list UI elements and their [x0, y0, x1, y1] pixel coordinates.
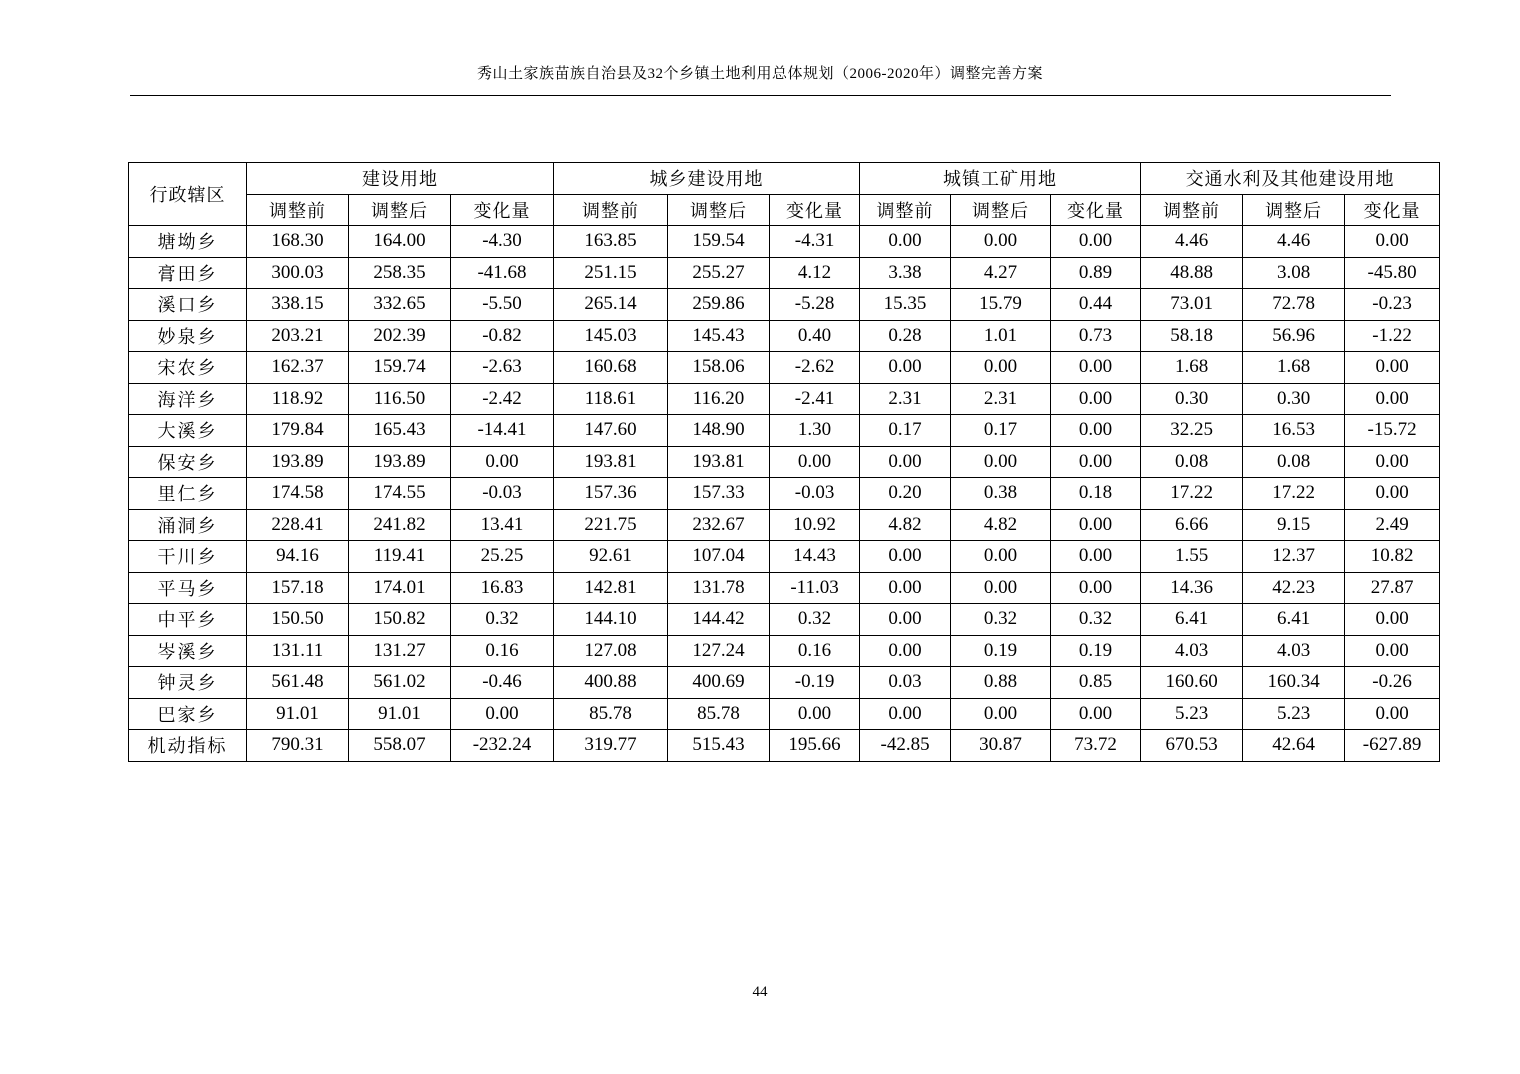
value-cell: -0.03: [770, 478, 860, 510]
table-row: [129, 667, 1440, 699]
district-name-cell: 里仁乡: [129, 478, 247, 510]
value-cell: 0.00: [860, 352, 951, 384]
district-name-cell: 巴家乡: [129, 698, 247, 730]
value-cell: 56.96: [1243, 320, 1345, 352]
value-cell: 9.15: [1243, 509, 1345, 541]
value-cell: 25.25: [451, 541, 554, 573]
value-cell: 0.85: [1051, 667, 1141, 699]
value-cell: 0.00: [1345, 698, 1440, 730]
value-cell: 193.81: [668, 446, 770, 478]
value-cell: 232.67: [668, 509, 770, 541]
value-cell: 255.27: [668, 257, 770, 289]
value-cell: 2.49: [1345, 509, 1440, 541]
value-cell: 150.50: [247, 604, 349, 636]
value-cell: 1.01: [951, 320, 1051, 352]
value-cell: 0.28: [860, 320, 951, 352]
value-cell: 4.46: [1243, 226, 1345, 258]
value-cell: 258.35: [349, 257, 451, 289]
value-cell: 42.64: [1243, 730, 1345, 762]
column-subheader: 变化量: [770, 194, 860, 226]
subheader-row: [129, 194, 1440, 226]
value-cell: 0.00: [1345, 478, 1440, 510]
value-cell: 73.72: [1051, 730, 1141, 762]
value-cell: 319.77: [554, 730, 668, 762]
value-cell: 0.00: [860, 226, 951, 258]
value-cell: 4.82: [951, 509, 1051, 541]
value-cell: 0.88: [951, 667, 1051, 699]
value-cell: -232.24: [451, 730, 554, 762]
value-cell: 131.11: [247, 635, 349, 667]
table-row: [129, 383, 1440, 415]
value-cell: 3.08: [1243, 257, 1345, 289]
value-cell: 118.61: [554, 383, 668, 415]
value-cell: 17.22: [1243, 478, 1345, 510]
value-cell: 195.66: [770, 730, 860, 762]
value-cell: 0.00: [1345, 226, 1440, 258]
value-cell: 160.34: [1243, 667, 1345, 699]
value-cell: 168.30: [247, 226, 349, 258]
value-cell: 670.53: [1141, 730, 1243, 762]
value-cell: 0.00: [951, 226, 1051, 258]
district-name-cell: 妙泉乡: [129, 320, 247, 352]
column-subheader: 调整前: [554, 194, 668, 226]
value-cell: 131.78: [668, 572, 770, 604]
value-cell: 85.78: [668, 698, 770, 730]
value-cell: 0.32: [951, 604, 1051, 636]
column-subheader: 调整后: [951, 194, 1051, 226]
value-cell: -0.23: [1345, 289, 1440, 321]
value-cell: 0.00: [770, 698, 860, 730]
value-cell: 0.00: [1051, 572, 1141, 604]
value-cell: -15.72: [1345, 415, 1440, 447]
value-cell: 0.00: [1051, 226, 1141, 258]
column-subheader: 变化量: [451, 194, 554, 226]
value-cell: 1.68: [1243, 352, 1345, 384]
value-cell: 118.92: [247, 383, 349, 415]
group-header: 建设用地: [247, 163, 554, 195]
district-name-cell: 干川乡: [129, 541, 247, 573]
value-cell: 0.73: [1051, 320, 1141, 352]
value-cell: 0.00: [1051, 698, 1141, 730]
value-cell: 0.17: [860, 415, 951, 447]
value-cell: 0.00: [860, 604, 951, 636]
value-cell: 558.07: [349, 730, 451, 762]
value-cell: 0.00: [1345, 604, 1440, 636]
table-row: [129, 541, 1440, 573]
value-cell: 42.23: [1243, 572, 1345, 604]
value-cell: 165.43: [349, 415, 451, 447]
column-subheader: 调整前: [860, 194, 951, 226]
column-subheader: 调整后: [349, 194, 451, 226]
value-cell: -0.46: [451, 667, 554, 699]
table-row: [129, 289, 1440, 321]
value-cell: -4.30: [451, 226, 554, 258]
district-name-cell: 中平乡: [129, 604, 247, 636]
corner-header: 行政辖区: [129, 163, 247, 226]
value-cell: -5.28: [770, 289, 860, 321]
value-cell: 14.36: [1141, 572, 1243, 604]
value-cell: 157.33: [668, 478, 770, 510]
value-cell: 174.55: [349, 478, 451, 510]
value-cell: 174.01: [349, 572, 451, 604]
value-cell: 0.00: [860, 446, 951, 478]
value-cell: -2.41: [770, 383, 860, 415]
value-cell: 15.79: [951, 289, 1051, 321]
value-cell: 561.02: [349, 667, 451, 699]
value-cell: 0.89: [1051, 257, 1141, 289]
value-cell: 148.90: [668, 415, 770, 447]
value-cell: 16.53: [1243, 415, 1345, 447]
value-cell: 193.89: [247, 446, 349, 478]
value-cell: 2.31: [860, 383, 951, 415]
district-name-cell: 宋农乡: [129, 352, 247, 384]
value-cell: 157.36: [554, 478, 668, 510]
group-header: 城镇工矿用地: [860, 163, 1141, 195]
value-cell: 203.21: [247, 320, 349, 352]
value-cell: 0.00: [860, 635, 951, 667]
value-cell: -0.82: [451, 320, 554, 352]
value-cell: 174.58: [247, 478, 349, 510]
value-cell: 1.30: [770, 415, 860, 447]
value-cell: 6.41: [1243, 604, 1345, 636]
value-cell: 179.84: [247, 415, 349, 447]
value-cell: -0.19: [770, 667, 860, 699]
value-cell: 228.41: [247, 509, 349, 541]
value-cell: 0.16: [770, 635, 860, 667]
value-cell: 0.18: [1051, 478, 1141, 510]
value-cell: 5.23: [1141, 698, 1243, 730]
value-cell: -1.22: [1345, 320, 1440, 352]
table-row: [129, 415, 1440, 447]
value-cell: 144.42: [668, 604, 770, 636]
value-cell: -2.63: [451, 352, 554, 384]
value-cell: 0.32: [1051, 604, 1141, 636]
value-cell: 6.41: [1141, 604, 1243, 636]
value-cell: 0.00: [951, 446, 1051, 478]
value-cell: 259.86: [668, 289, 770, 321]
value-cell: 0.00: [951, 541, 1051, 573]
land-use-adjustment-table: [128, 162, 1440, 762]
value-cell: 0.00: [860, 698, 951, 730]
table-row: [129, 604, 1440, 636]
value-cell: 4.03: [1243, 635, 1345, 667]
district-name-cell: 塘坳乡: [129, 226, 247, 258]
value-cell: -0.26: [1345, 667, 1440, 699]
value-cell: -41.68: [451, 257, 554, 289]
district-name-cell: 岑溪乡: [129, 635, 247, 667]
column-subheader: 调整后: [1243, 194, 1345, 226]
value-cell: 0.00: [770, 446, 860, 478]
value-cell: 147.60: [554, 415, 668, 447]
value-cell: 332.65: [349, 289, 451, 321]
table-body: [129, 226, 1440, 762]
value-cell: 0.19: [951, 635, 1051, 667]
district-name-cell: 保安乡: [129, 446, 247, 478]
value-cell: -2.62: [770, 352, 860, 384]
value-cell: 0.00: [451, 698, 554, 730]
value-cell: 0.00: [1345, 383, 1440, 415]
value-cell: 27.87: [1345, 572, 1440, 604]
district-name-cell: 大溪乡: [129, 415, 247, 447]
value-cell: 127.08: [554, 635, 668, 667]
value-cell: 144.10: [554, 604, 668, 636]
value-cell: 15.35: [860, 289, 951, 321]
district-name-cell: 涌洞乡: [129, 509, 247, 541]
value-cell: 13.41: [451, 509, 554, 541]
value-cell: 94.16: [247, 541, 349, 573]
value-cell: 119.41: [349, 541, 451, 573]
value-cell: 0.00: [860, 572, 951, 604]
value-cell: 159.54: [668, 226, 770, 258]
value-cell: 0.17: [951, 415, 1051, 447]
value-cell: 0.40: [770, 320, 860, 352]
value-cell: 162.37: [247, 352, 349, 384]
value-cell: 14.43: [770, 541, 860, 573]
value-cell: 265.14: [554, 289, 668, 321]
value-cell: 251.15: [554, 257, 668, 289]
table-row: [129, 698, 1440, 730]
value-cell: 85.78: [554, 698, 668, 730]
table-row: [129, 509, 1440, 541]
value-cell: 790.31: [247, 730, 349, 762]
value-cell: 142.81: [554, 572, 668, 604]
value-cell: 0.00: [1051, 541, 1141, 573]
value-cell: 160.68: [554, 352, 668, 384]
value-cell: -4.31: [770, 226, 860, 258]
table-row: [129, 446, 1440, 478]
value-cell: 515.43: [668, 730, 770, 762]
value-cell: 1.68: [1141, 352, 1243, 384]
value-cell: 0.30: [1141, 383, 1243, 415]
value-cell: 0.32: [451, 604, 554, 636]
value-cell: 0.20: [860, 478, 951, 510]
group-header: 交通水利及其他建设用地: [1141, 163, 1440, 195]
value-cell: -42.85: [860, 730, 951, 762]
value-cell: 92.61: [554, 541, 668, 573]
value-cell: 0.19: [1051, 635, 1141, 667]
value-cell: -14.41: [451, 415, 554, 447]
value-cell: 0.00: [1345, 352, 1440, 384]
value-cell: 12.37: [1243, 541, 1345, 573]
value-cell: 400.69: [668, 667, 770, 699]
value-cell: 0.00: [1051, 415, 1141, 447]
district-name-cell: 钟灵乡: [129, 667, 247, 699]
value-cell: 0.30: [1243, 383, 1345, 415]
value-cell: 221.75: [554, 509, 668, 541]
value-cell: 4.46: [1141, 226, 1243, 258]
value-cell: 91.01: [247, 698, 349, 730]
value-cell: 116.50: [349, 383, 451, 415]
value-cell: -45.80: [1345, 257, 1440, 289]
value-cell: 4.27: [951, 257, 1051, 289]
district-name-cell: 膏田乡: [129, 257, 247, 289]
table-row: [129, 226, 1440, 258]
value-cell: 0.00: [951, 572, 1051, 604]
value-cell: 561.48: [247, 667, 349, 699]
column-subheader: 调整前: [1141, 194, 1243, 226]
value-cell: 127.24: [668, 635, 770, 667]
value-cell: 145.43: [668, 320, 770, 352]
district-name-cell: 溪口乡: [129, 289, 247, 321]
value-cell: 400.88: [554, 667, 668, 699]
table-row: [129, 572, 1440, 604]
value-cell: 4.82: [860, 509, 951, 541]
column-subheader: 变化量: [1345, 194, 1440, 226]
group-header: 城乡建设用地: [554, 163, 860, 195]
value-cell: 6.66: [1141, 509, 1243, 541]
column-subheader: 调整后: [668, 194, 770, 226]
value-cell: 91.01: [349, 698, 451, 730]
value-cell: 300.03: [247, 257, 349, 289]
district-name-cell: 机动指标: [129, 730, 247, 762]
value-cell: -11.03: [770, 572, 860, 604]
table-row: [129, 730, 1440, 762]
page-number: 44: [752, 984, 768, 1000]
value-cell: 145.03: [554, 320, 668, 352]
value-cell: 72.78: [1243, 289, 1345, 321]
value-cell: 32.25: [1141, 415, 1243, 447]
value-cell: 17.22: [1141, 478, 1243, 510]
column-subheader: 调整前: [247, 194, 349, 226]
value-cell: 10.92: [770, 509, 860, 541]
group-header-row: [129, 163, 1440, 195]
table-row: [129, 320, 1440, 352]
value-cell: 0.00: [451, 446, 554, 478]
value-cell: 30.87: [951, 730, 1051, 762]
value-cell: 2.31: [951, 383, 1051, 415]
document-header-title: 秀山土家族苗族自治县及32个乡镇土地利用总体规划（2006-2020年）调整完善方案: [477, 66, 1043, 82]
value-cell: 0.32: [770, 604, 860, 636]
value-cell: -5.50: [451, 289, 554, 321]
value-cell: 0.00: [1345, 635, 1440, 667]
value-cell: 0.08: [1141, 446, 1243, 478]
value-cell: 193.81: [554, 446, 668, 478]
value-cell: 241.82: [349, 509, 451, 541]
value-cell: 4.03: [1141, 635, 1243, 667]
value-cell: 0.16: [451, 635, 554, 667]
value-cell: 116.20: [668, 383, 770, 415]
value-cell: 159.74: [349, 352, 451, 384]
value-cell: 338.15: [247, 289, 349, 321]
value-cell: 160.60: [1141, 667, 1243, 699]
value-cell: 0.44: [1051, 289, 1141, 321]
value-cell: 0.00: [1051, 446, 1141, 478]
table-row: [129, 257, 1440, 289]
value-cell: -627.89: [1345, 730, 1440, 762]
value-cell: 73.01: [1141, 289, 1243, 321]
table-row: [129, 352, 1440, 384]
value-cell: 0.00: [860, 541, 951, 573]
value-cell: 0.00: [951, 352, 1051, 384]
district-name-cell: 平马乡: [129, 572, 247, 604]
value-cell: 0.00: [1051, 352, 1141, 384]
value-cell: 16.83: [451, 572, 554, 604]
value-cell: 164.00: [349, 226, 451, 258]
value-cell: 107.04: [668, 541, 770, 573]
value-cell: 150.82: [349, 604, 451, 636]
value-cell: 0.03: [860, 667, 951, 699]
value-cell: 193.89: [349, 446, 451, 478]
value-cell: 163.85: [554, 226, 668, 258]
value-cell: 131.27: [349, 635, 451, 667]
value-cell: 0.38: [951, 478, 1051, 510]
value-cell: -0.03: [451, 478, 554, 510]
value-cell: 58.18: [1141, 320, 1243, 352]
value-cell: 1.55: [1141, 541, 1243, 573]
district-name-cell: 海洋乡: [129, 383, 247, 415]
value-cell: 158.06: [668, 352, 770, 384]
value-cell: 202.39: [349, 320, 451, 352]
value-cell: 4.12: [770, 257, 860, 289]
value-cell: -2.42: [451, 383, 554, 415]
value-cell: 3.38: [860, 257, 951, 289]
value-cell: 0.00: [1051, 509, 1141, 541]
column-subheader: 变化量: [1051, 194, 1141, 226]
value-cell: 0.00: [1345, 446, 1440, 478]
value-cell: 10.82: [1345, 541, 1440, 573]
value-cell: 0.08: [1243, 446, 1345, 478]
value-cell: 0.00: [1051, 383, 1141, 415]
value-cell: 157.18: [247, 572, 349, 604]
value-cell: 0.00: [951, 698, 1051, 730]
value-cell: 5.23: [1243, 698, 1345, 730]
header-divider: [130, 95, 1391, 96]
table-row: [129, 478, 1440, 510]
table-row: [129, 635, 1440, 667]
value-cell: 48.88: [1141, 257, 1243, 289]
